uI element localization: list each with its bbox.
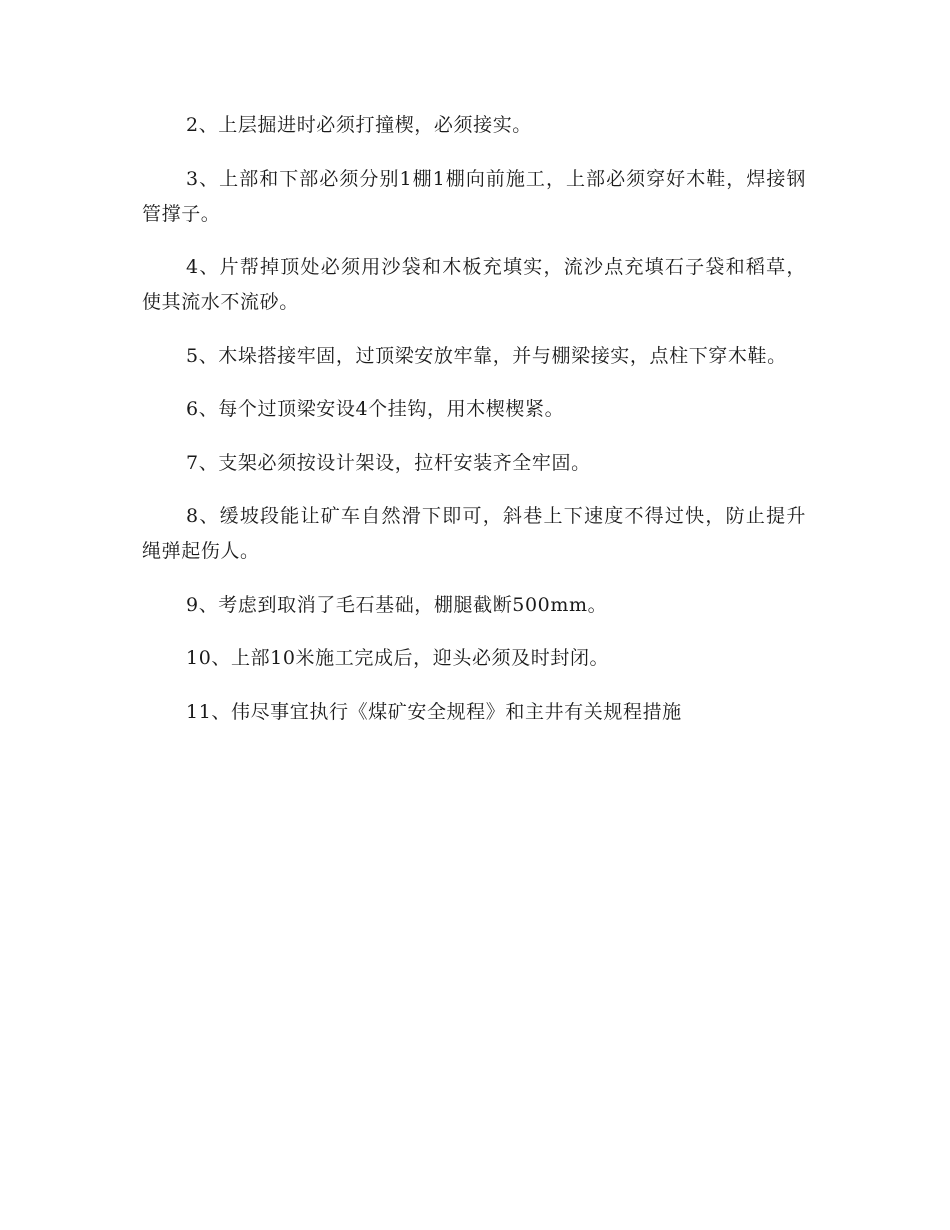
list-item: 2、上层掘进时必须打撞楔，必须接实。 bbox=[186, 114, 532, 136]
list-item: 11、伟尽事宜执行《煤矿安全规程》和主井有关规程措施 bbox=[186, 700, 682, 723]
list-item: 5、木垛搭接牢固，过顶梁安放牢靠，并与棚梁接实，点柱下穿木鞋。 bbox=[186, 344, 787, 367]
list-item: 3、上部和下部必须分别1棚1棚向前施工，上部必须穿好木鞋，焊接钢管撑子。 bbox=[142, 167, 806, 225]
list-item: 9、考虑到取消了毛石基础，棚腿截断500mm。 bbox=[186, 593, 608, 616]
document-body bbox=[142, 108, 806, 748]
list-item: 4、片帮掉顶处必须用沙袋和木板充填实，流沙点充填石子袋和稻草，使其流水不流砂。 bbox=[142, 256, 806, 313]
list-item: 8、缓坡段能让矿车自然滑下即可，斜巷上下速度不得过快，防止提升绳弹起伤人。 bbox=[142, 505, 806, 562]
list-item: 10、上部10米施工完成后，迎头必须及时封闭。 bbox=[186, 647, 610, 669]
list-item: 7、支架必须按设计架设，拉杆安装齐全牢固。 bbox=[186, 451, 591, 474]
list-item: 6、每个过顶梁安设4个挂钩，用木楔楔紧。 bbox=[186, 398, 565, 420]
